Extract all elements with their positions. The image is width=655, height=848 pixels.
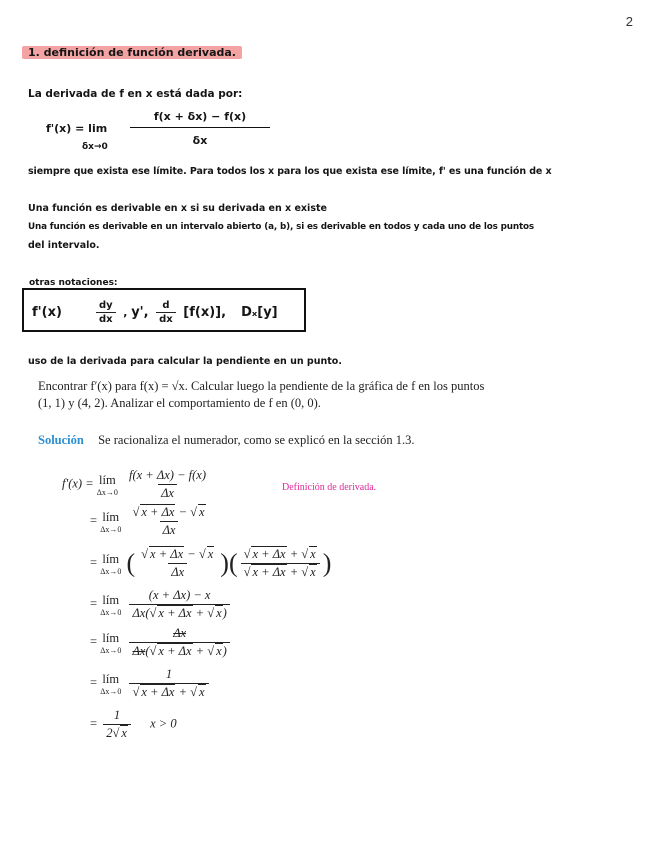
derivable-point-text: Una función es derivable en x si su derivada en x existe — [28, 203, 327, 214]
definition-denominator: δx — [192, 134, 208, 147]
notation-ddx — [156, 300, 176, 325]
definition-limit-sub: δx→0 — [82, 142, 108, 152]
step1-fraction: $\frac{f(x + \Delta x) - f(x)}{\Delta x}$ — [129, 468, 206, 500]
notation-dx-2: dx — [156, 312, 176, 325]
slope-heading: uso de la derivada para calcular la pendiente en un punto. — [28, 356, 342, 367]
notation-D: Dₓ[y] — [241, 305, 278, 320]
derivation-step-3: = lím Δx→0 ( $\frac{√ x + \Delta x - √ x}{\Delta x}$ )( $\frac{√ x + \Delta x + √ x}{√ x + \Delta x + √ x}$ ) — [90, 547, 332, 579]
notation-dydx — [96, 300, 116, 325]
notation-bracket: [f(x)], — [183, 305, 227, 320]
example-line-1: Encontrar f′(x) para f(x) = √x. Calcular luego la pendiente de la gráfica de f en los puntos — [38, 379, 485, 393]
page-number: 2 — [625, 14, 633, 29]
notation-yprime: y', — [131, 305, 149, 320]
derivation-step-2: = lím Δx→0 $\frac{√ x + \Delta x - √ x}{\Delta x}$ — [90, 505, 205, 537]
definition-numerator: f(x + δx) − f(x) — [153, 110, 247, 123]
example-line-2: (1, 1) y (4, 2). Analizar el comportamiento de f en (0, 0). — [38, 396, 321, 410]
step1-limit: lím Δx→0 — [96, 472, 118, 497]
final-condition: x > 0 — [150, 716, 177, 731]
definition-fraction-bar — [130, 127, 270, 128]
notation-fprime: f'(x) — [32, 305, 62, 320]
notations-content: f'(x) $\frac{dy}{dx}$ , y', $\frac{d}{dx}$ [f(x)], Dₓ[y] — [32, 300, 278, 325]
section-title-highlight: 1. definición de función derivada. — [22, 46, 242, 59]
derivation-step-5: = lím Δx→0 $\frac{\Delta x}{\Delta x(√ x + \Delta x + √ x)}$ — [90, 626, 233, 659]
solution-label: Solución — [38, 433, 84, 447]
derivation-step-1 — [62, 468, 212, 501]
solution-line — [38, 433, 415, 448]
notation-d: d — [162, 300, 170, 311]
derivable-interval-text-2: del intervalo. — [28, 240, 100, 251]
section-title — [22, 46, 242, 59]
solution-text: Se racionaliza el numerador, como se explicó en la sección 1.3. — [98, 433, 415, 447]
derivation-step-7: = $\frac{1}{2√ x}$ x > 0 — [90, 708, 177, 740]
definition-lhs: f'(x) = lim — [46, 122, 108, 135]
derivation-step-6: = lím Δx→0 $\frac{1}{√ x + \Delta x + √ x}$ — [90, 667, 212, 700]
notation-dx: dx — [96, 312, 116, 325]
condition-text: siempre que exista ese límite. Para todos los x para los que exista ese límite, f' es una función de x — [28, 166, 552, 177]
intro-line: La derivada de f en x está dada por: — [28, 88, 243, 100]
notation-dy: dy — [98, 300, 113, 311]
definition-annotation: Definición de derivada. — [282, 482, 377, 493]
notations-label: otras notaciones: — [26, 278, 121, 288]
step1-lhs: f′(x) = — [62, 476, 94, 491]
derivation-step-4: = lím Δx→0 $\frac{(x + \Delta x) - x}{\Delta x(√ x + \Delta x + √ x)}$ — [90, 588, 233, 621]
derivable-interval-text-1: Una función es derivable en un intervalo abierto (a, b), si es derivable en todos y cada uno de los puntos — [28, 222, 535, 232]
